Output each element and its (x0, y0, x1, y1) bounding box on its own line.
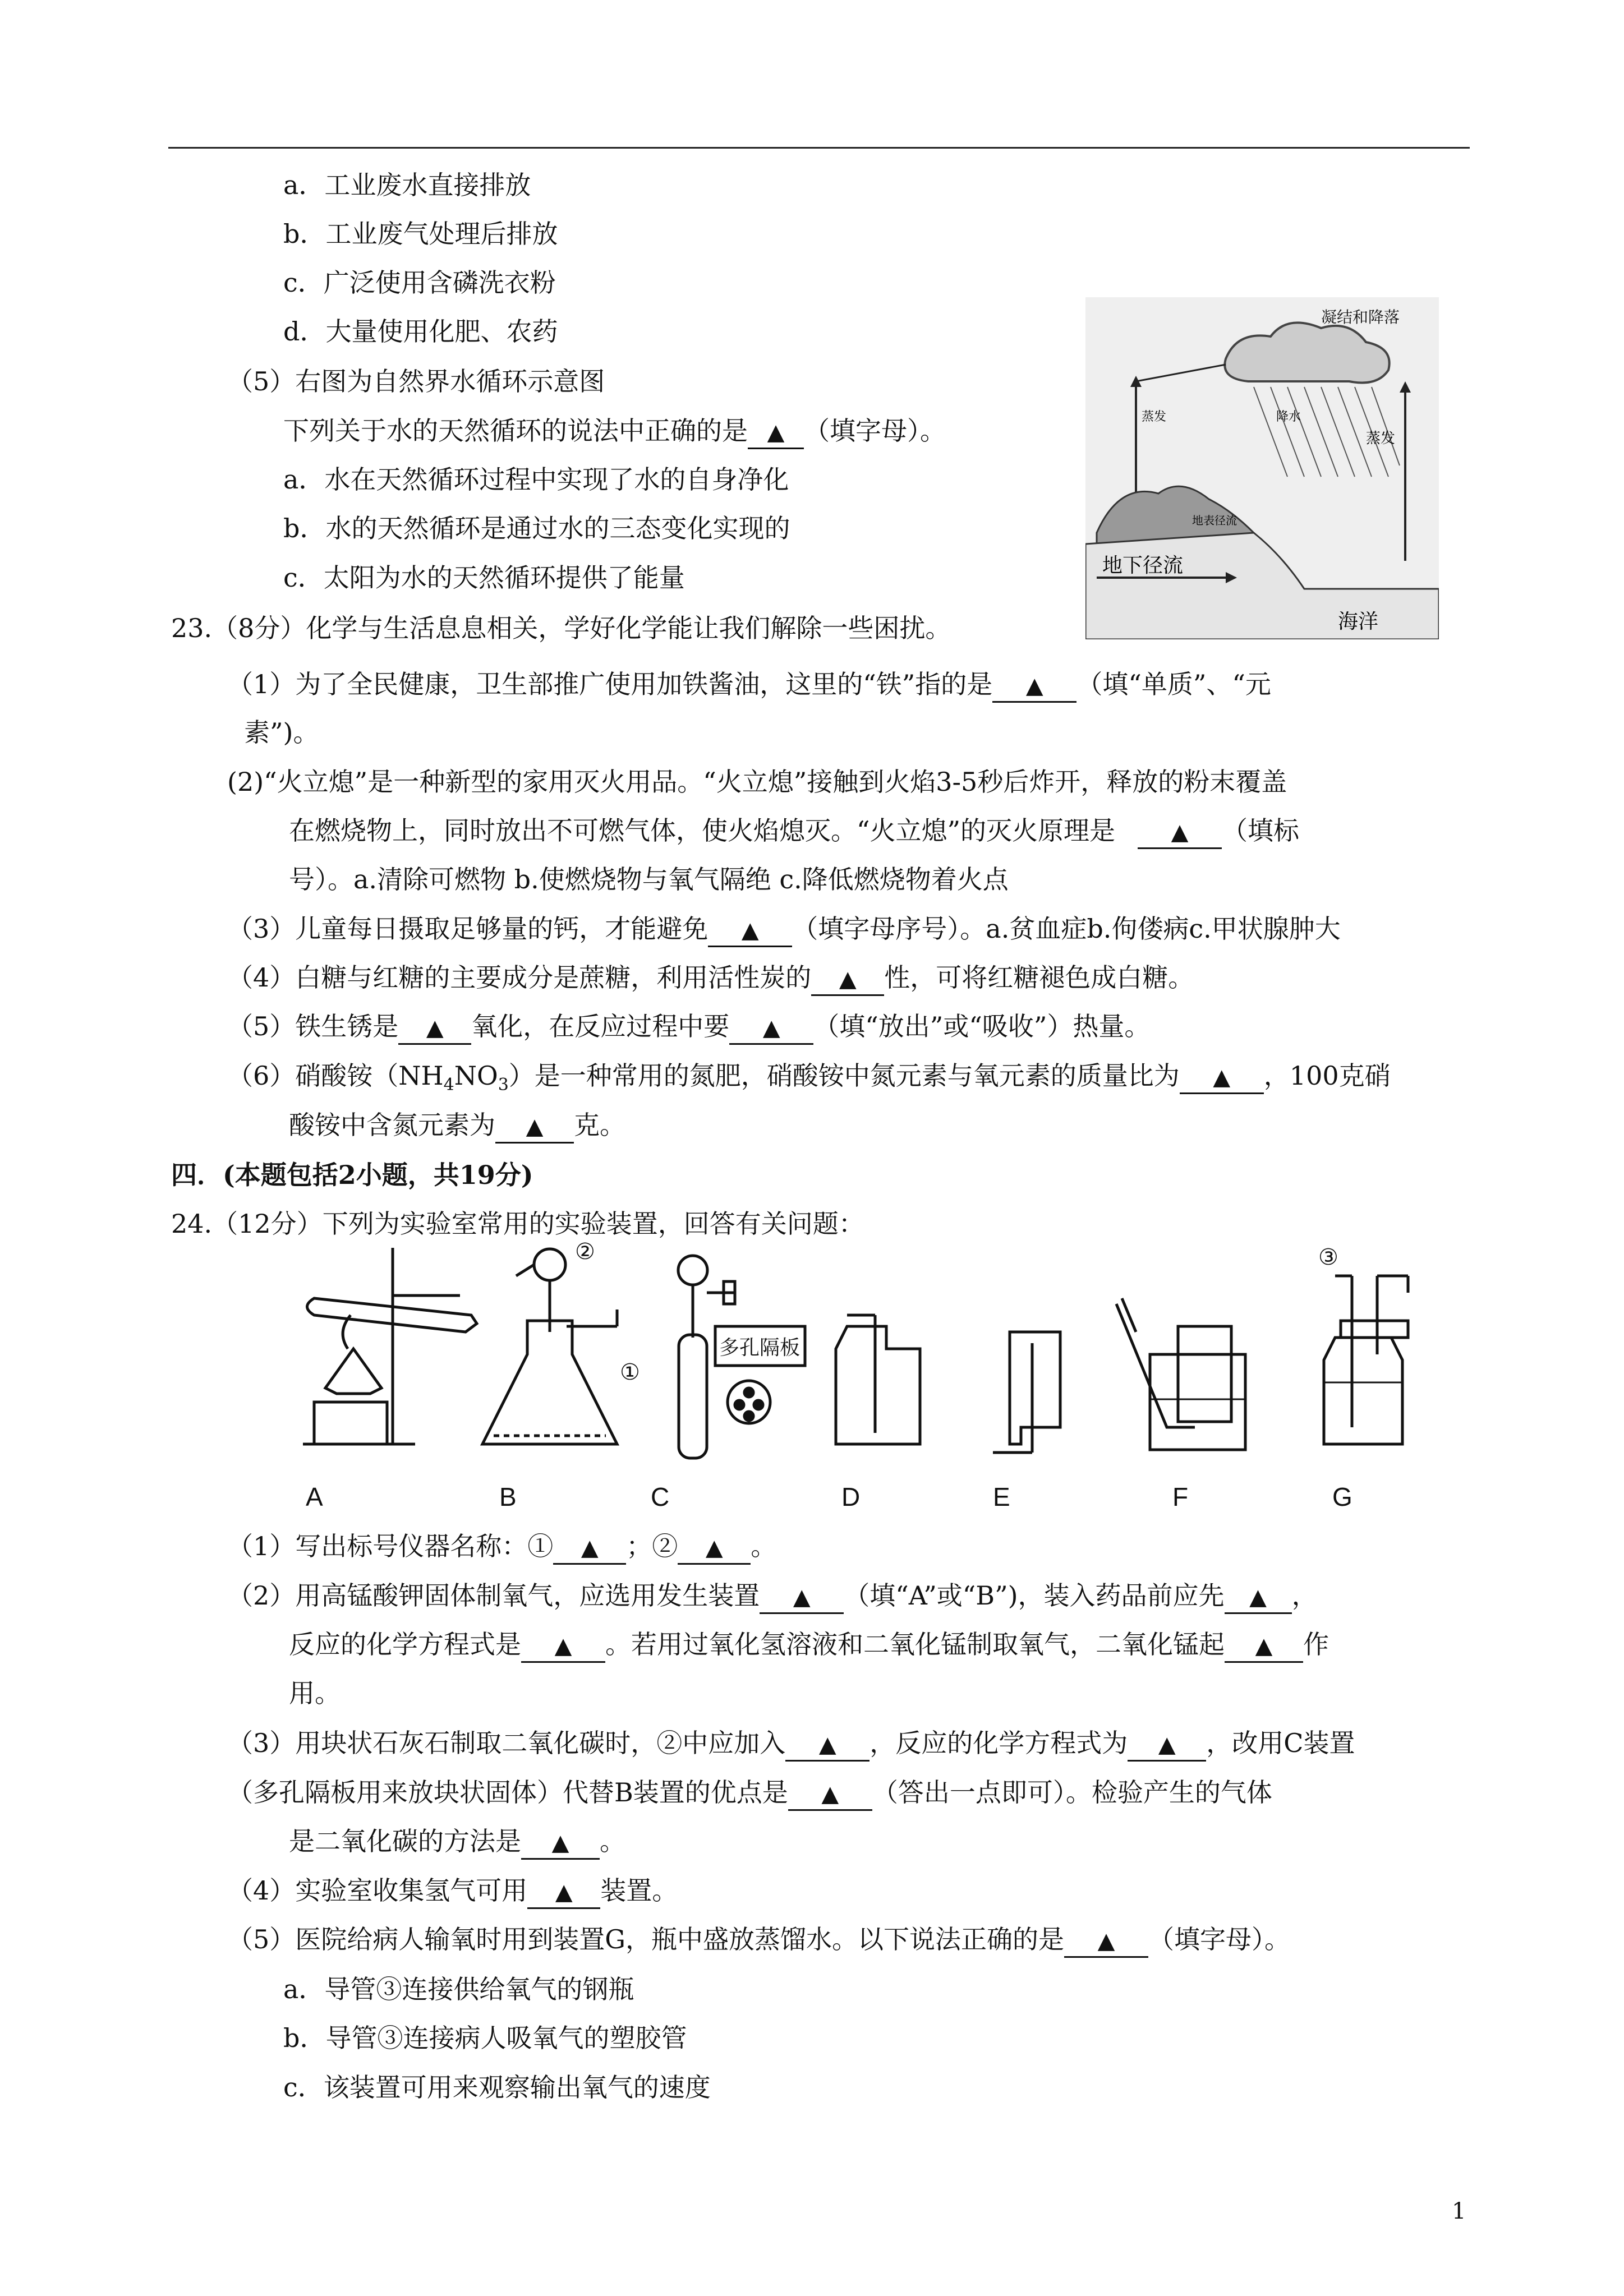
q23-part6: （6）硝酸铵$(NH_4NO_3)$是一种常用的氮肥，硝酸铵中氮元素与氧元素的质量比为 ▲ ，100克硝 (227, 1061, 1391, 1095)
q22-5-stem: 下列关于水的天然循环的说法中正确的是 ▲ （填字母）。 (283, 414, 946, 449)
answer-blank[interactable]: ▲ (521, 1826, 600, 1860)
q23-part3: （3）儿童每日摄取足够量的钙，才能避免 ▲ （填字母序号）。a.贫血症b.佝偻病c.甲状腺肿大 (227, 912, 1341, 947)
mark-1: ① (620, 1359, 640, 1385)
apparatus-label-a: A (306, 1482, 323, 1511)
answer-blank[interactable]: ▲ (1128, 1728, 1206, 1762)
q23-part1: （1）为了全民健康，卫生部推广使用加铁酱油，这里的“铁”指的是 ▲ （填“单质”、“元 (227, 667, 1271, 703)
q24-part4: （4）实验室收集氢气可用 ▲ 装置。 (227, 1874, 678, 1909)
page-number: 1 (1452, 2198, 1466, 2224)
answer-blank[interactable]: ▲ (521, 1629, 605, 1663)
apparatus-label-e: E (993, 1482, 1010, 1511)
label-rain: 降水 (1276, 410, 1301, 424)
q24-option-a: a．导管③连接供给氧气的钢瓶 (283, 1974, 634, 2004)
header-rule (168, 147, 1470, 149)
q23-part1-cont: 素”)。 (244, 717, 319, 748)
answer-blank[interactable]: ▲ (1225, 1580, 1292, 1614)
q24-part3: （3）用块状石灰石制取二氧化碳时，②中应加入 ▲ ，反应的化学方程式为 ▲ ，改用C装置 (227, 1726, 1355, 1762)
apparatus-label-d: D (841, 1482, 861, 1511)
q23-part2: (2)“火立熄”是一种新型的家用灭火用品。“火立熄”接触到火焰3-5秒后炸开，释放的粉末覆盖 (227, 767, 1287, 797)
answer-blank[interactable]: ▲ (748, 416, 804, 449)
section-4-heading: 四．(本题包括2小题，共19分) (171, 1160, 533, 1190)
mark-3: ③ (1318, 1244, 1338, 1270)
apparatus-label-g: G (1332, 1482, 1352, 1511)
apparatus-label-f: F (1172, 1482, 1189, 1511)
answer-blank[interactable]: ▲ (527, 1875, 600, 1909)
answer-blank[interactable]: ▲ (1064, 1924, 1148, 1958)
q22-option-b: b．工业废气处理后排放 (283, 219, 558, 249)
answer-blank[interactable]: ▲ (678, 1531, 751, 1565)
q24-part3-cont: （多孔隔板用来放块状固体）代替B装置的优点是 ▲ （答出一点即可）。检验产生的气体 (227, 1776, 1272, 1811)
apparatus-label-c: C (651, 1482, 670, 1511)
answer-blank[interactable]: ▲ (553, 1531, 626, 1565)
apparatus-label-b: B (499, 1482, 517, 1511)
answer-blank[interactable]: ▲ (1138, 815, 1222, 849)
answer-blank[interactable]: ▲ (398, 1011, 471, 1045)
q22-5-option-c: c．太阳为水的天然循环提供了能量 (283, 563, 685, 593)
answer-blank[interactable]: ▲ (729, 1011, 813, 1045)
apparatus-g (1318, 1244, 1408, 1444)
apparatus-d (836, 1315, 920, 1444)
apparatus-e (993, 1332, 1060, 1453)
q24-part1: （1）写出标号仪器名称：① ▲ ；② ▲ 。 (227, 1529, 776, 1565)
label-condense: 凝结和降落 (1321, 308, 1400, 326)
q22-option-d: d．大量使用化肥、农药 (283, 316, 558, 347)
answer-blank[interactable]: ▲ (495, 1110, 574, 1144)
q22-5-option-a: a．水在天然循环过程中实现了水的自身净化 (283, 464, 789, 495)
q24-option-c: c．该装置可用来观察输出氧气的速度 (283, 2072, 711, 2103)
q22-option-a: a．工业废水直接排放 (283, 170, 531, 200)
apparatus-b (482, 1242, 640, 1444)
q24-part2: （2）用高锰酸钾固体制氧气，应选用发生装置 ▲ （填“A”或“B”)，装入药品前应先 ▲ ， (227, 1579, 1318, 1614)
apparatus-f (1116, 1298, 1245, 1450)
q24-part2-end: 用。 (289, 1678, 341, 1708)
q24-part5: （5）医院给病人输氧时用到装置G，瓶中盛放蒸馏水。以下说法正确的是 ▲ （填字母）。 (227, 1922, 1290, 1958)
answer-blank[interactable]: ▲ (811, 962, 884, 996)
mark-2: ② (575, 1242, 595, 1265)
apparatus-figure (292, 1242, 1414, 1489)
q23-part2-cont: 在燃烧物上，同时放出不可燃气体，使火焰熄灭。“火立熄”的灭火原理是 ▲ （填标 (289, 814, 1299, 849)
label-evaporate-left: 蒸发 (1142, 410, 1167, 424)
label-evaporate-right: 蒸发 (1366, 430, 1396, 447)
water-cycle-figure (1085, 297, 1439, 639)
q23-part2-options: 号）。a.清除可燃物 b.使燃烧物与氧气隔绝 c.降低燃烧物着火点 (289, 864, 1009, 895)
q23-title: 23.（8分）化学与生活息息相关，学好化学能让我们解除一些困扰。 (171, 613, 951, 643)
answer-blank[interactable]: ▲ (760, 1580, 844, 1614)
porous-plate-label: 多孔隔板 (719, 1336, 801, 1359)
q23-part6-cont: 酸铵中含氮元素为 ▲ 克。 (289, 1108, 625, 1144)
answer-blank[interactable]: ▲ (708, 914, 792, 947)
apparatus-a (303, 1248, 477, 1444)
answer-blank[interactable]: ▲ (1180, 1061, 1264, 1094)
q24-option-b: b．导管③连接病人吸氧气的塑胶管 (283, 2023, 687, 2053)
q24-part2-cont: 反应的化学方程式是 ▲ 。若用过氧化氢溶液和二氧化锰制取氧气，二氧化锰起 ▲ 作 (289, 1628, 1329, 1663)
q24-title: 24.（12分）下列为实验室常用的实验装置，回答有关问题： (171, 1209, 864, 1239)
q24-part3-end: 是二氧化碳的方法是 ▲ 。 (289, 1824, 625, 1860)
answer-blank[interactable]: ▲ (992, 669, 1076, 703)
q22-5-option-b: b．水的天然循环是通过水的三态变化实现的 (283, 513, 790, 543)
answer-blank[interactable]: ▲ (788, 1777, 872, 1811)
answer-blank[interactable]: ▲ (1225, 1629, 1303, 1663)
q23-part5: （5）铁生锈是 ▲ 氧化，在反应过程中要 ▲ （填“放出”或“吸收”）热量。 (227, 1009, 1150, 1045)
q22-option-c: c．广泛使用含磷洗衣粉 (283, 268, 556, 298)
label-ocean: 海洋 (1338, 610, 1379, 633)
label-runoff: 地表径流 (1192, 514, 1237, 527)
q23-part4: （4）白糖与红糖的主要成分是蔗糖，利用活性炭的 ▲ 性，可将红糖褪色成白糖。 (227, 961, 1194, 996)
apparatus-c (678, 1256, 805, 1458)
label-underground-flow: 地下径流 (1102, 554, 1184, 577)
q22-5-title: （5）右图为自然界水循环示意图 (227, 366, 605, 397)
answer-blank[interactable]: ▲ (785, 1728, 869, 1762)
